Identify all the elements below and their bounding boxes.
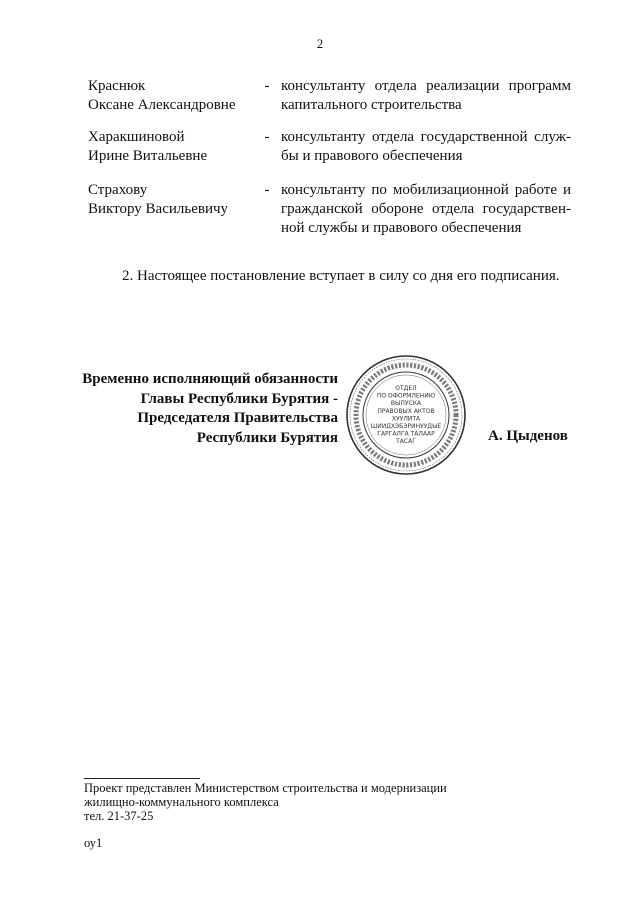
surname: Харакшиновой (88, 129, 185, 145)
footnote (84, 781, 447, 823)
position-line: консультанту отдела реализации программ (281, 78, 571, 94)
person-name (88, 128, 263, 166)
given-names: Виктору Васильевичу (88, 201, 229, 217)
position-line: консультанту по мобилизационной работе и (281, 182, 571, 198)
document-code: оу1 (84, 836, 103, 850)
position-text (281, 128, 571, 166)
dash: - (264, 182, 270, 198)
signatory-title-line: Председателя Правительства (137, 410, 338, 426)
given-names: Ирине Витальевне (88, 148, 208, 164)
person-name (88, 181, 263, 219)
signatory-name: А. Цыденов (488, 428, 568, 444)
seal-inner-text (371, 385, 442, 445)
seal-text-line: ПРАВОВЫХ АКТОВ (377, 407, 435, 415)
official-seal (344, 353, 468, 477)
signatory-title-line: Временно исполняющий обязанности (82, 371, 338, 387)
clause-2: 2. Настоящее постановление вступает в силу со дня его подписания. (122, 268, 560, 284)
position-line: бы и правового обеспечения (281, 148, 463, 164)
dash: - (264, 129, 270, 145)
person-name (88, 77, 263, 115)
seal-text-line: ОТДЕЛ (395, 385, 417, 392)
position-line: капитального строительства (281, 97, 462, 113)
signatory-title (70, 370, 338, 448)
given-names: Оксане Александровне (88, 97, 236, 113)
position-line: гражданской обороне отдела государствен- (281, 201, 571, 217)
footnote-line: жилищно-коммунального комплекса (84, 795, 279, 809)
position-text (281, 181, 571, 238)
position-text (281, 77, 571, 115)
seal-text-line: ГАРГАЛГА ТАЛААР (377, 430, 435, 438)
footnote-line: тел. 21-37-25 (84, 809, 154, 823)
seal-text-line: ВЫПУСКА (390, 400, 422, 408)
signatory-title-line: Главы Республики Бурятия - (140, 390, 338, 407)
seal-text-line: ТАСАГ (396, 438, 416, 446)
position-line: ной службы и правового обеспечения (281, 220, 522, 236)
seal-text-line: ШИИДХЭБЭРИНУУДЫЕ (370, 423, 442, 430)
footnote-divider (84, 778, 200, 779)
page-number: 2 (316, 36, 324, 51)
surname: Страхову (88, 182, 148, 198)
seal-text-line: ХУУЛИТА (391, 415, 421, 423)
dash: - (264, 78, 270, 94)
signatory-title-line: Республики Бурятия (196, 429, 338, 446)
seal-text-line: ПО ОФОРМЛЕНИЮ (376, 392, 436, 400)
position-line: консультанту отдела государственной служ- (281, 129, 571, 145)
surname: Краснюк (88, 78, 146, 94)
footnote-line: Проект представлен Министерством строительства и модернизации (84, 781, 447, 795)
